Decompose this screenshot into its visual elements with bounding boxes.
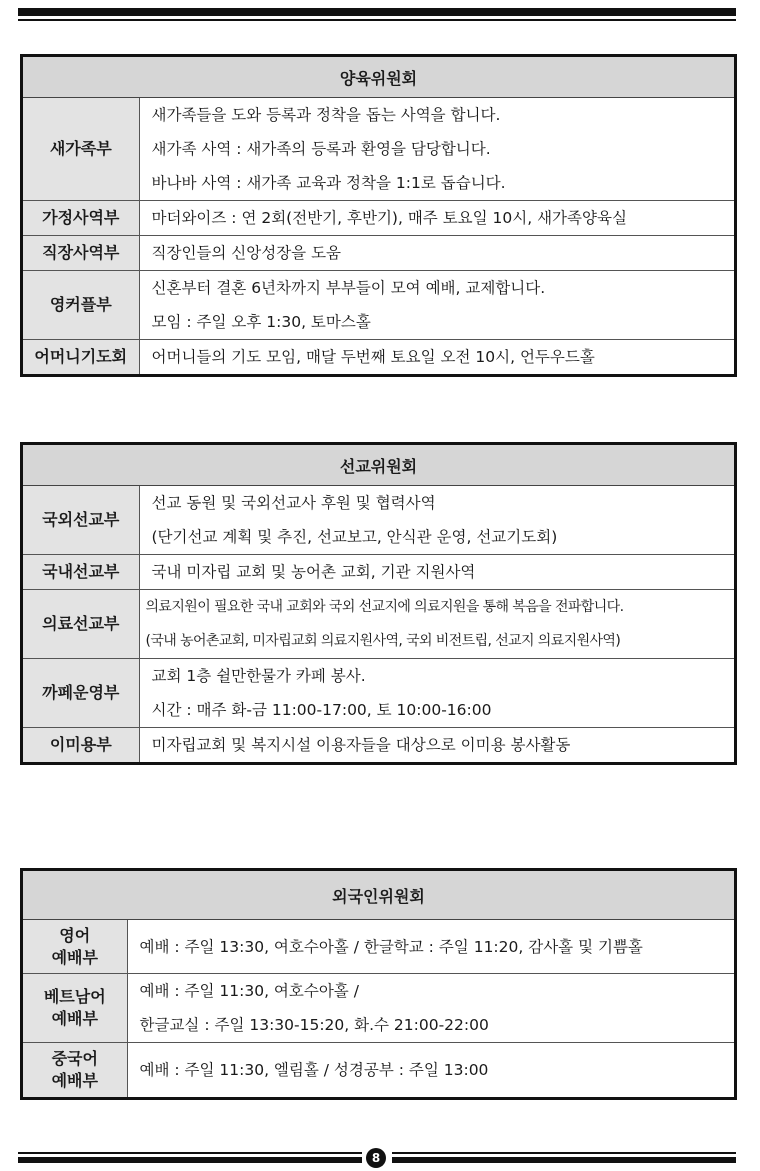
dept-name <box>23 920 127 974</box>
table-row <box>23 590 734 659</box>
table-row <box>23 920 734 974</box>
table-row <box>23 659 734 728</box>
dept-description <box>127 974 734 1043</box>
dept-name-line: 예배부 <box>51 947 98 967</box>
description-line: 미자립교회 및 복지시설 이용자들을 대상으로 이미용 봉사활동 <box>151 736 571 754</box>
dept-description <box>139 201 734 236</box>
table-row <box>23 201 734 236</box>
dept-name: 까페운영부 <box>23 659 139 728</box>
dept-description <box>139 236 734 271</box>
bottom-rule-right-thin <box>392 1152 736 1154</box>
bottom-rule-left-thin <box>18 1152 362 1154</box>
description-line: 교회 1층 쉴만한물가 카페 봉사. <box>151 667 366 685</box>
table-row <box>23 271 734 340</box>
committee-title: 선교위원회 <box>23 445 734 486</box>
dept-name <box>23 1043 127 1097</box>
description-line: 한글교실 : 주일 13:30-15:20, 화.수 21:00-22:00 <box>139 1016 489 1034</box>
table-row <box>23 974 734 1043</box>
description-line: 국내 미자립 교회 및 농어촌 교회, 기관 지원사역 <box>151 563 476 581</box>
table-row <box>23 236 734 271</box>
description-line: 어머니들의 기도 모임, 매달 두번째 토요일 오전 10시, 언두우드홀 <box>151 348 595 366</box>
dept-name-line: 예배부 <box>51 1070 98 1090</box>
dept-name-line: 예배부 <box>51 1009 98 1028</box>
table-row <box>23 486 734 555</box>
committee-title: 양육위원회 <box>23 57 734 98</box>
committee-mission <box>20 442 737 765</box>
dept-name: 의료선교부 <box>23 590 139 659</box>
description-line: 예배 : 주일 11:30, 엘림홀 / 성경공부 : 주일 13:00 <box>139 1060 489 1079</box>
top-thick-rule <box>18 8 736 16</box>
description-line: 모임 : 주일 오후 1:30, 토마스홀 <box>151 313 371 331</box>
dept-description <box>139 340 734 375</box>
description-line: 직장인들의 신앙성장을 도움 <box>151 244 342 262</box>
description-line: 의료지원이 필요한 국내 교회와 국외 선교지에 의료지원을 통해 복음을 전파합니다. <box>145 599 624 615</box>
table-row <box>23 728 734 763</box>
description-line: 시간 : 매주 화-금 11:00-17:00, 토 10:00-16:00 <box>151 701 492 719</box>
table-row <box>23 340 734 375</box>
dept-description <box>127 920 734 974</box>
dept-description <box>139 271 734 340</box>
dept-name: 영커플부 <box>23 271 139 340</box>
description-line: (단기선교 계획 및 추진, 선교보고, 안식관 운영, 선교기도회) <box>151 528 558 546</box>
bottom-rule-right <box>392 1157 736 1163</box>
committee-title: 외국인위원회 <box>23 871 734 920</box>
dept-name: 국외선교부 <box>23 486 139 555</box>
dept-description <box>127 1043 734 1097</box>
page-number: 8 <box>366 1148 386 1168</box>
committee-foreigners <box>20 868 737 1100</box>
dept-name: 직장사역부 <box>23 236 139 271</box>
dept-name <box>23 974 127 1043</box>
description-line: 신혼부터 결혼 6년차까지 부부들이 모여 예배, 교제합니다. <box>151 279 546 297</box>
top-thin-rule <box>18 19 736 21</box>
committee-nurture <box>20 54 737 377</box>
dept-name-line: 베트남어 <box>43 987 106 1006</box>
dept-description <box>139 590 734 659</box>
table-row <box>23 98 734 201</box>
table-row <box>23 555 734 590</box>
dept-name: 새가족부 <box>23 98 139 201</box>
table-row <box>23 1043 734 1097</box>
description-line: 새가족들을 도와 등록과 정착을 돕는 사역을 합니다. <box>151 106 501 124</box>
description-line: 마더와이즈 : 연 2회(전반기, 후반기), 매주 토요일 10시, 새가족양육실 <box>151 209 627 227</box>
dept-name: 국내선교부 <box>23 555 139 590</box>
description-line: (국내 농어촌교회, 미자립교회 의료지원사역, 국외 비전트립, 선교지 의료지원사역) <box>145 633 621 649</box>
dept-description <box>139 555 734 590</box>
dept-name: 가정사역부 <box>23 201 139 236</box>
dept-description <box>139 98 734 201</box>
dept-description <box>139 728 734 763</box>
bottom-rule-left <box>18 1157 362 1163</box>
description-line: 바나바 사역 : 새가족 교육과 정착을 1:1로 돕습니다. <box>151 174 506 192</box>
dept-name-line: 중국어 <box>51 1048 98 1068</box>
description-line: 예배 : 주일 13:30, 여호수아홀 / 한글학교 : 주일 11:20, 감사홀 및 기쁨홀 <box>139 937 643 956</box>
dept-name: 이미용부 <box>23 728 139 763</box>
dept-name: 어머니기도회 <box>23 340 139 375</box>
dept-description <box>139 486 734 555</box>
dept-name-line: 영어 <box>59 925 91 945</box>
description-line: 새가족 사역 : 새가족의 등록과 환영을 담당합니다. <box>151 140 491 158</box>
description-line: 선교 동원 및 국외선교사 후원 및 협력사역 <box>151 494 436 512</box>
dept-description <box>139 659 734 728</box>
description-line: 예배 : 주일 11:30, 여호수아홀 / <box>139 982 359 1000</box>
